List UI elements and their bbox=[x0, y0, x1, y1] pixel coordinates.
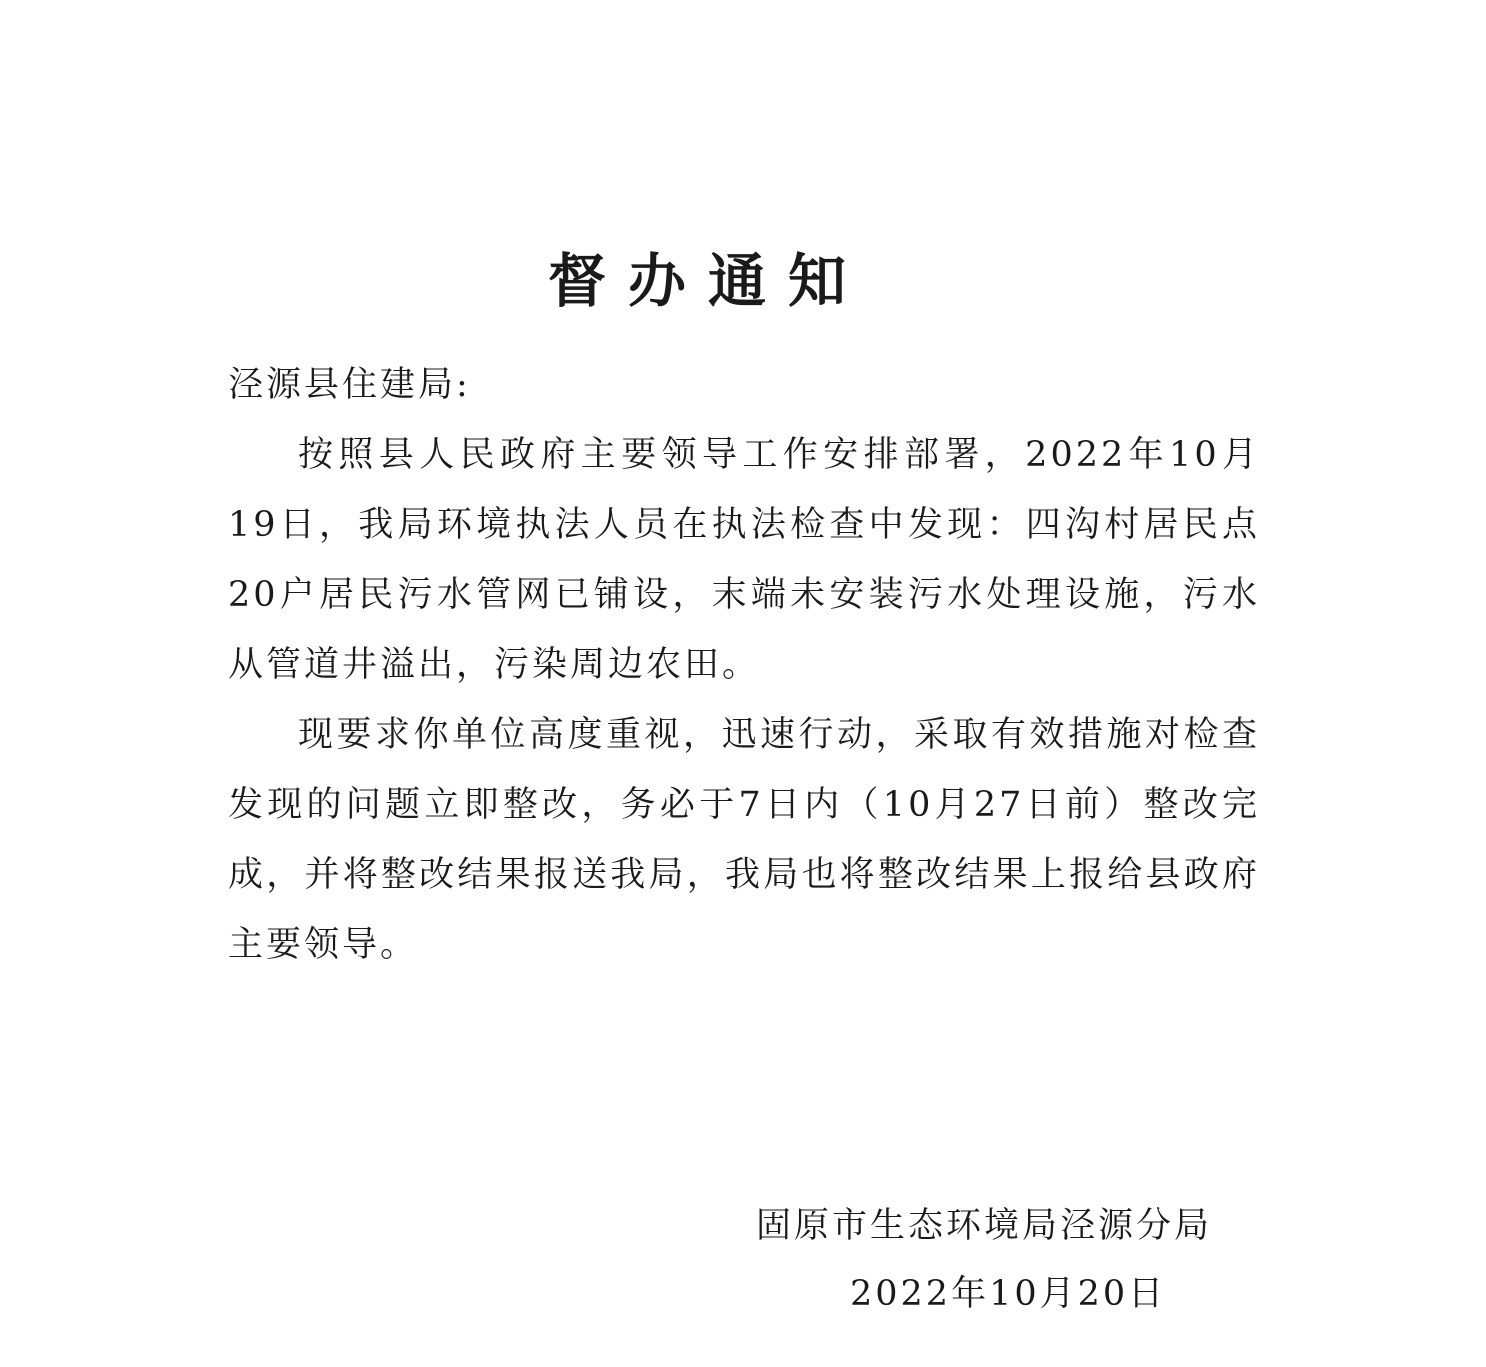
salutation: 泾源县住建局: bbox=[228, 365, 471, 405]
paragraph-1: 按照县人民政府主要领导工作安排部署，2022年10月19日，我局环境执法人员在执法检查中发现：四沟村居民点20户居民污水管网已铺设，末端未安装污水处理设施，污水从管道井溢出，污染周边农田。 bbox=[228, 435, 1260, 685]
document-title: 督办通知 bbox=[547, 247, 868, 315]
paragraph-2: 现要求你单位高度重视，迅速行动，采取有效措施对检查发现的问题立即整改，务必于7日内（10月27日前）整改完成，并将整改结果报送我局，我局也将整改结果上报给县政府主要领导。 bbox=[228, 715, 1260, 965]
document-body bbox=[228, 350, 1260, 980]
signature-date: 2022年10月20日 bbox=[850, 1274, 1167, 1314]
signature-organization: 固原市生态环境局泾源分局 bbox=[756, 1206, 1213, 1246]
